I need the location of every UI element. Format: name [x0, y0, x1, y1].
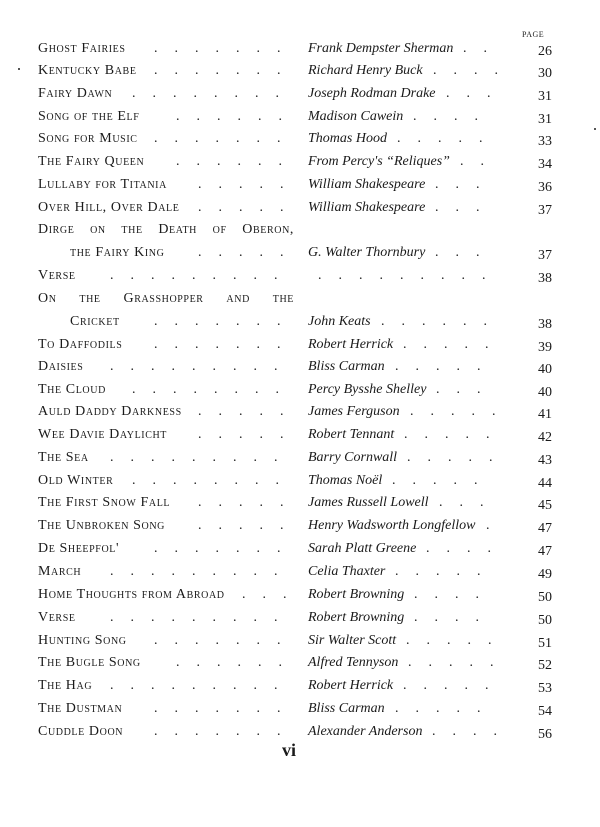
title-dot-leader: ....... [154, 63, 298, 78]
toc-entry [0, 83, 600, 105]
page-number: 38 [538, 271, 552, 286]
page-folio: vi [282, 740, 297, 760]
poem-author: Barry Cornwall [308, 450, 398, 465]
toc-entry [0, 106, 600, 128]
author-dot-leader: ..... [404, 427, 507, 442]
poem-title: The Bugle Song [38, 655, 141, 670]
poem-author: Thomas Noël [308, 473, 383, 488]
title-dot-leader: ....... [154, 724, 298, 739]
poem-author: Robert Herrick [308, 337, 394, 352]
poem-title: Wee Davie Daylicht [38, 427, 168, 442]
poem-author: Sir Walter Scott [308, 633, 397, 648]
page-number: 36 [538, 180, 552, 195]
poem-author: Madison Cawein [308, 109, 404, 124]
page-number: 53 [538, 681, 552, 696]
page-number: 30 [538, 66, 552, 81]
poem-author: Joseph Rodman Drake [308, 86, 436, 101]
toc-entry [0, 538, 600, 560]
title-dot-leader: ...... [176, 655, 299, 670]
author-dot-leader: ..... [392, 473, 495, 488]
poem-title: Daisies [38, 359, 84, 374]
toc-entry [0, 38, 600, 60]
poem-title: The Cloud [38, 382, 106, 397]
title-dot-leader: ........ [132, 473, 296, 488]
poem-title: The Hag [38, 678, 93, 693]
author-dot-leader: ..... [395, 701, 498, 716]
page-number: 51 [538, 636, 552, 651]
page-number: 56 [538, 727, 552, 742]
author-dot-leader: .. [463, 41, 504, 56]
toc-entry [0, 311, 600, 333]
title-dot-leader: ..... [198, 404, 301, 419]
poem-author: Richard Henry Buck [308, 63, 423, 78]
author-dot-leader: .... [413, 109, 495, 124]
page-number: 26 [538, 44, 552, 59]
poem-author: James Russell Lowell [308, 495, 429, 510]
author-dot-leader: .. [460, 154, 501, 169]
page-number: 31 [538, 112, 552, 127]
title-dot-leader: ..... [198, 495, 301, 510]
toc-entry [0, 174, 600, 196]
title-dot-leader: ...... [176, 109, 299, 124]
author-dot-leader: ...... [381, 314, 504, 329]
page-number: 52 [538, 658, 552, 673]
toc-entry [0, 470, 600, 492]
title-dot-leader: ....... [154, 701, 298, 716]
author-dot-leader: ..... [406, 633, 509, 648]
poem-title: Home Thoughts from Abroad [38, 587, 225, 602]
author-dot-leader: ..... [403, 678, 506, 693]
author-dot-leader: ..... [407, 450, 510, 465]
title-dot-leader: ..... [198, 177, 301, 192]
poem-title: Hunting Song [38, 633, 127, 648]
author-dot-leader: ... [435, 245, 497, 260]
poem-author: Percy Bysshe Shelley [308, 382, 427, 397]
page-number: 31 [538, 89, 552, 104]
title-dot-leader: ..... [198, 200, 301, 215]
title-dot-leader: ......... [110, 268, 295, 283]
title-dot-leader: ..... [198, 427, 301, 442]
toc-entry [0, 652, 600, 674]
poem-title: Fairy Dawn [38, 86, 113, 101]
poem-author: Robert Herrick [308, 678, 394, 693]
poem-title: Old Winter [38, 473, 114, 488]
title-dot-leader: ..... [198, 518, 301, 533]
page-number: 42 [538, 430, 552, 445]
author-dot-leader: . [486, 518, 507, 533]
poem-author: Thomas Hood [308, 131, 387, 146]
page-column-header: PAGE [522, 30, 545, 39]
poem-author: Celia Thaxter [308, 564, 386, 579]
title-dot-leader: ...... [176, 154, 299, 169]
title-dot-leader: ....... [154, 337, 298, 352]
page-number: 33 [538, 134, 552, 149]
page-number: 49 [538, 567, 552, 582]
toc-entry [0, 219, 600, 241]
page-number: 54 [538, 704, 552, 719]
author-dot-leader: .... [414, 587, 496, 602]
toc-entry [0, 128, 600, 150]
toc-entry [0, 265, 600, 287]
title-dot-leader: ......... [110, 450, 295, 465]
poem-title: Verse [38, 268, 76, 283]
poem-title: the Fairy King [70, 245, 165, 260]
poem-title: On the Grasshopper and the [38, 291, 294, 306]
poem-title: The Unbroken Song [38, 518, 165, 533]
toc-entry [0, 242, 600, 264]
poem-title: The Dustman [38, 701, 123, 716]
poem-title: Verse [38, 610, 76, 625]
poem-title: The Fairy Queen [38, 154, 145, 169]
page-number: 43 [538, 453, 552, 468]
poem-title: March [38, 564, 82, 579]
title-dot-leader: ....... [154, 633, 298, 648]
poem-title: Dirge on the Death of Oberon, [38, 222, 294, 237]
poem-author: Robert Tennant [308, 427, 395, 442]
poem-author: Robert Browning [308, 610, 405, 625]
toc-entry [0, 675, 600, 697]
page-number: 37 [538, 248, 552, 263]
speck [594, 128, 596, 130]
poem-title: Kentucky Babe [38, 63, 137, 78]
page-number: 34 [538, 157, 552, 172]
poem-author: Bliss Carman [308, 701, 385, 716]
title-dot-leader: ......... [110, 359, 295, 374]
title-dot-leader: ........ [132, 382, 296, 397]
title-dot-leader: ..... [198, 245, 301, 260]
poem-author: William Shakespeare [308, 200, 426, 215]
author-dot-leader: ..... [395, 564, 498, 579]
poem-title: Cricket [70, 314, 120, 329]
poem-title: Ghost Fairies [38, 41, 126, 56]
toc-entry [0, 515, 600, 537]
toc-entry [0, 561, 600, 583]
poem-title: Auld Daddy Darkness [38, 404, 182, 419]
poem-title: The Sea [38, 450, 89, 465]
page-number: 37 [538, 203, 552, 218]
author-dot-leader: ..... [395, 359, 498, 374]
speck [18, 68, 20, 70]
page-number: 39 [538, 340, 552, 355]
toc-entry [0, 630, 600, 652]
author-dot-leader: ..... [403, 337, 506, 352]
author-dot-leader: .... [433, 63, 515, 78]
toc-entry [0, 151, 600, 173]
author-dot-leader: ..... [408, 655, 511, 670]
page-number: 40 [538, 362, 552, 377]
author-dot-leader: ... [439, 495, 501, 510]
author-dot-leader: ..... [410, 404, 513, 419]
toc-entry [0, 584, 600, 606]
title-dot-leader: ........ [132, 86, 296, 101]
author-dot-leader: .... [414, 610, 496, 625]
page-number: 47 [538, 544, 552, 559]
poem-author: Frank Dempster Sherman [308, 41, 454, 56]
author-dot-leader: ..... [397, 131, 500, 146]
poem-author: James Ferguson [308, 404, 400, 419]
poem-title: Cuddle Doon [38, 724, 124, 739]
poem-author: Robert Browning [308, 587, 405, 602]
poem-title: Over Hill, Over Dale [38, 200, 180, 215]
title-dot-leader: ....... [154, 314, 298, 329]
poem-author: Sarah Platt Greene [308, 541, 417, 556]
author-dot-leader: ... [446, 86, 508, 101]
poem-title: Song for Music [38, 131, 138, 146]
poem-author: John Keats [308, 314, 371, 329]
toc-entry [0, 401, 600, 423]
toc-entry [0, 424, 600, 446]
toc-entry [0, 334, 600, 356]
poem-title: De Sheepfol' [38, 541, 120, 556]
toc-entry [0, 379, 600, 401]
toc-entry [0, 288, 600, 310]
toc-entry [0, 60, 600, 82]
page-number: 41 [538, 407, 552, 422]
toc-entry [0, 607, 600, 629]
title-dot-leader: ......... [110, 610, 295, 625]
page-number: 47 [538, 521, 552, 536]
title-dot-leader: ....... [154, 41, 298, 56]
poem-title: The First Snow Fall [38, 495, 171, 510]
toc-entry [0, 492, 600, 514]
author-dot-leader: ......... [318, 268, 503, 283]
author-dot-leader: ... [435, 200, 497, 215]
title-dot-leader: ....... [154, 131, 298, 146]
poem-author: From Percy's “Reliques” [308, 154, 450, 169]
author-dot-leader: .... [426, 541, 508, 556]
poem-author: G. Walter Thornbury [308, 245, 426, 260]
page-number: 38 [538, 317, 552, 332]
toc-entry [0, 447, 600, 469]
title-dot-leader: ....... [154, 541, 298, 556]
poem-title: Song of the Elf [38, 109, 140, 124]
toc-entry [0, 197, 600, 219]
author-dot-leader: ... [435, 177, 497, 192]
poem-author: William Shakespeare [308, 177, 426, 192]
toc-entry [0, 721, 600, 743]
author-dot-leader: ... [436, 382, 498, 397]
title-dot-leader: ... [242, 587, 304, 602]
page-number: 50 [538, 590, 552, 605]
poem-author: Alexander Anderson [308, 724, 423, 739]
poem-author: Alfred Tennyson [308, 655, 399, 670]
toc-entry [0, 698, 600, 720]
title-dot-leader: ......... [110, 678, 295, 693]
poem-title: To Daffodils [38, 337, 123, 352]
page-number: 40 [538, 385, 552, 400]
title-dot-leader: ......... [110, 564, 295, 579]
toc-entry [0, 356, 600, 378]
poem-author: Henry Wadsworth Longfellow [308, 518, 476, 533]
author-dot-leader: .... [432, 724, 514, 739]
page-number: 44 [538, 476, 552, 491]
page-number: 50 [538, 613, 552, 628]
poem-title: Lullaby for Titania [38, 177, 167, 192]
page-number: 45 [538, 498, 552, 513]
poem-author: Bliss Carman [308, 359, 385, 374]
